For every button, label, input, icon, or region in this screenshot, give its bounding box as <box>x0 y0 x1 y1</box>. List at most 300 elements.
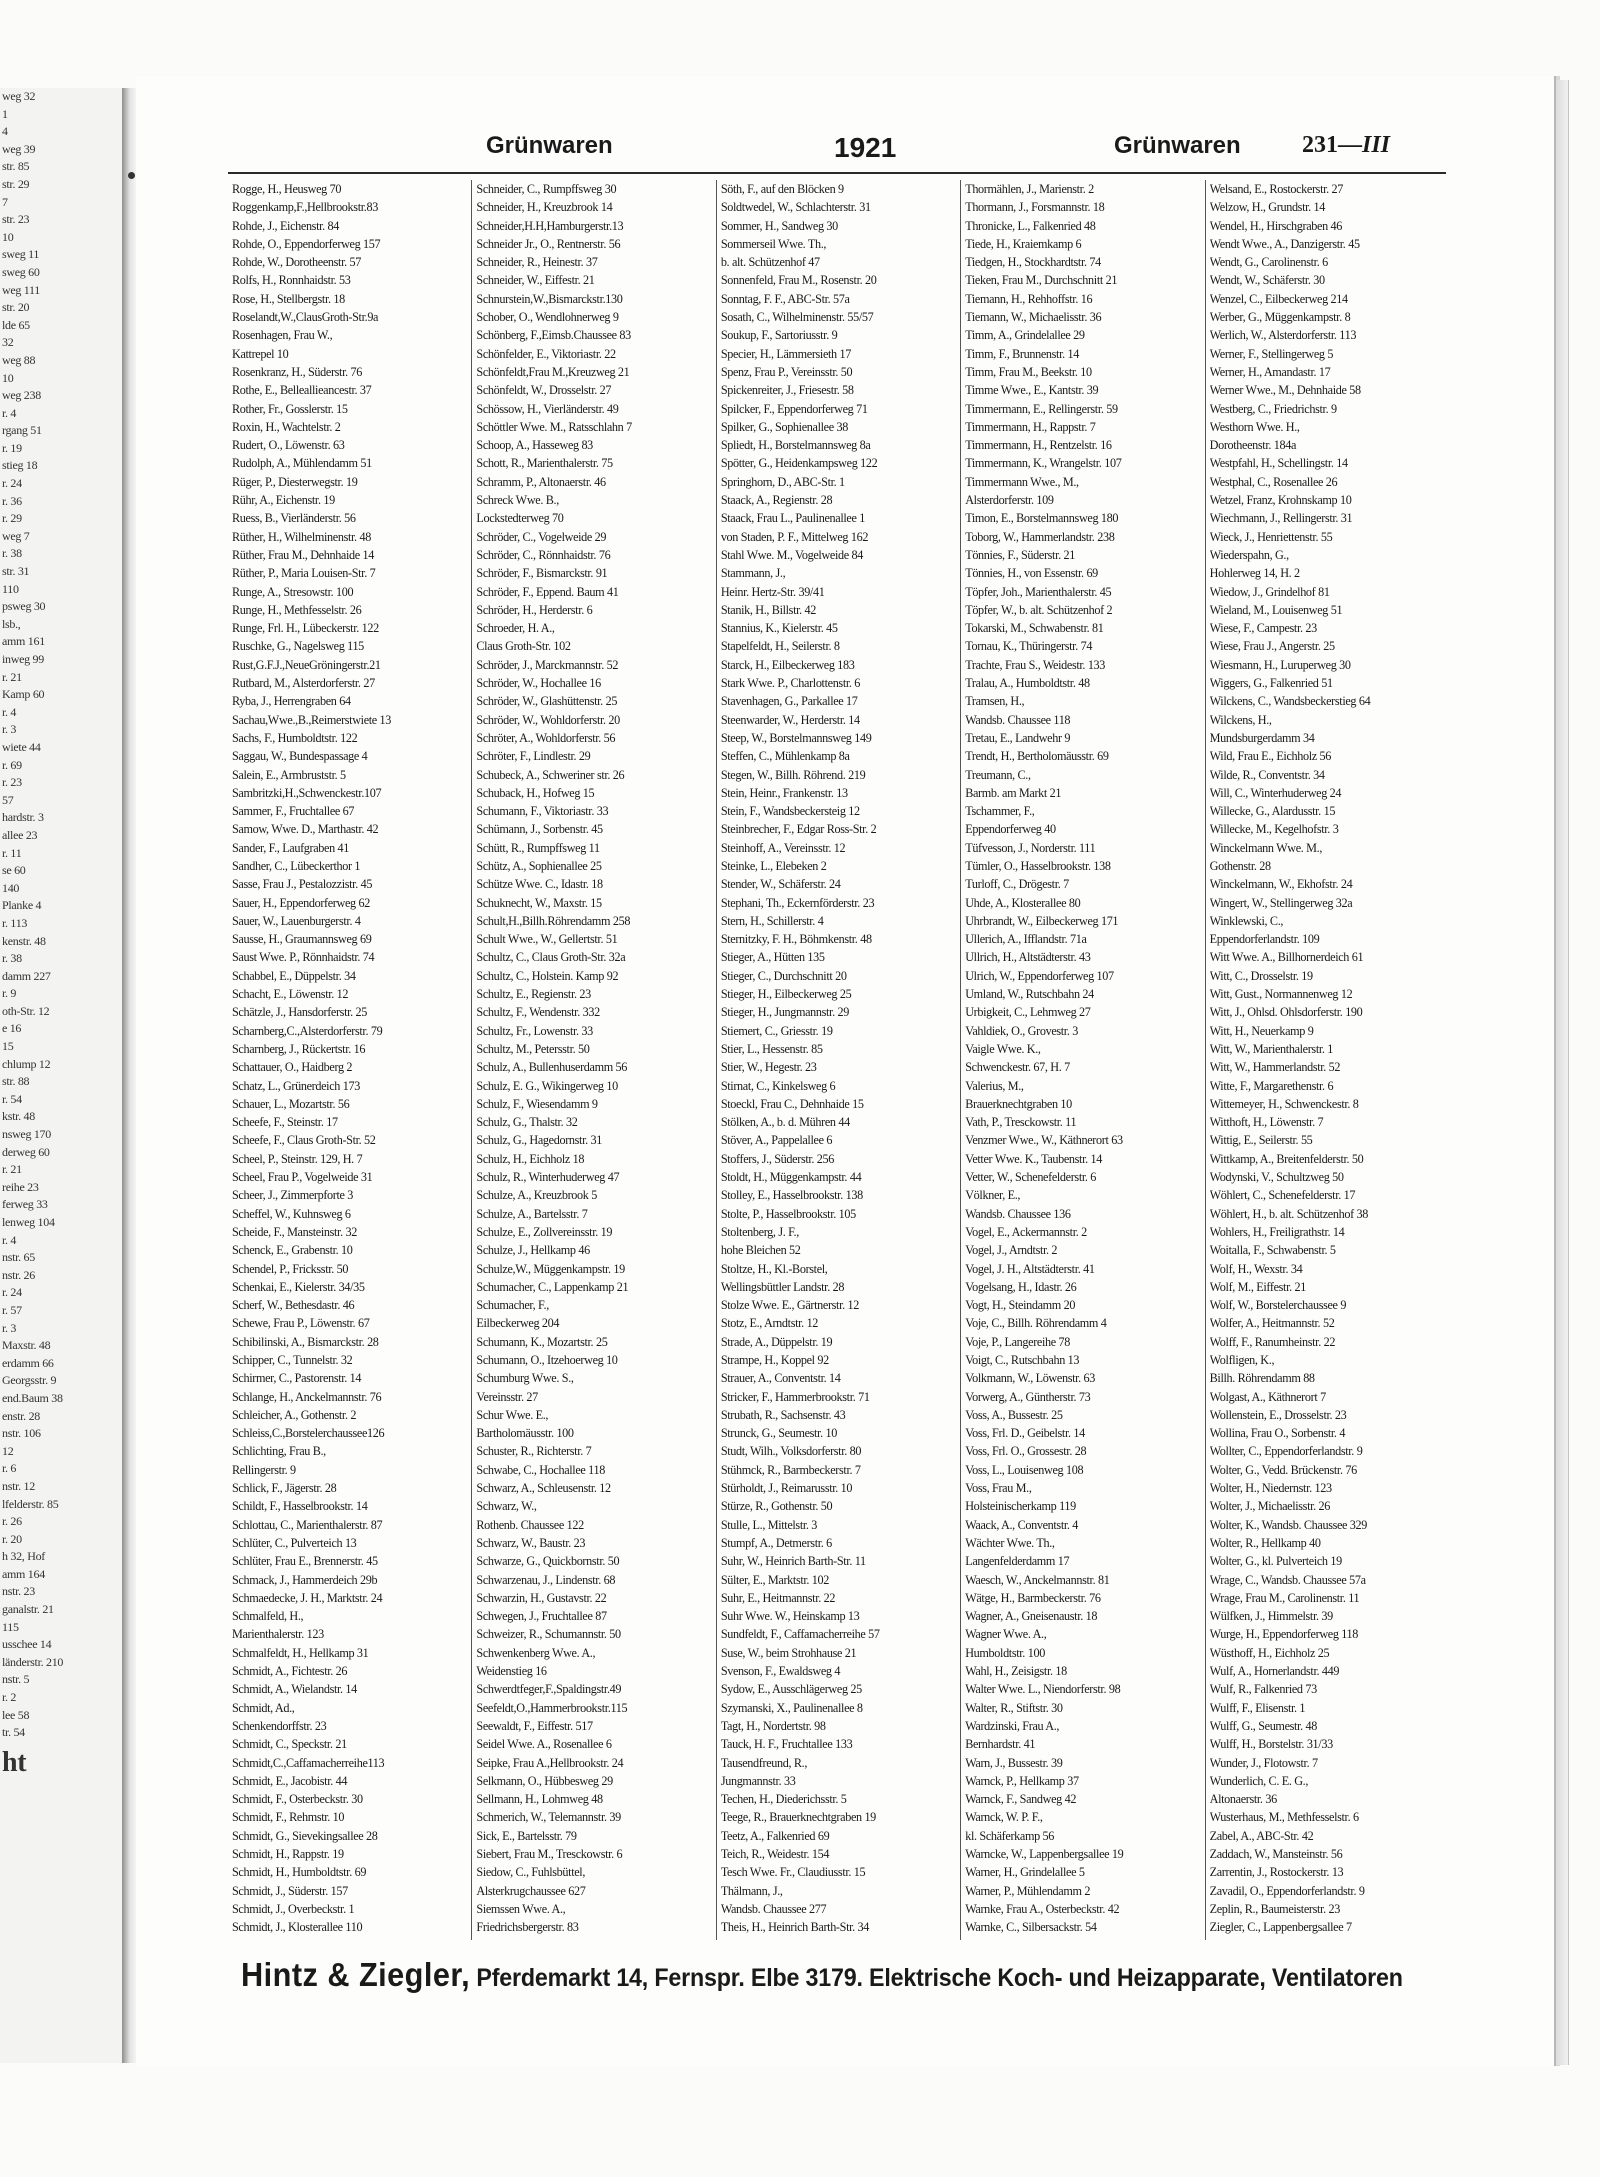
directory-entry: Scheffel, W., Kuhnsweg 6 <box>232 1206 351 1221</box>
previous-page-text-fragment: damm 227 <box>2 968 51 983</box>
previous-page-text-fragment: 57 <box>2 792 14 807</box>
directory-entry: Strauer, A., Conventstr. 14 <box>720 1371 841 1386</box>
directory-entry: Spilker, G., Sophienallee 38 <box>720 419 848 434</box>
previous-page-text-fragment: rgang 51 <box>2 423 42 438</box>
directory-entry: Uhrbrandt, W., Eilbeckerweg 171 <box>965 913 1119 928</box>
directory-entry: Timmermann, E., Rellingerstr. 59 <box>965 401 1118 416</box>
directory-entry: Wunder, J., Flotowstr. 7 <box>1209 1755 1318 1770</box>
directory-entry: Wild, Frau E., Eichholz 56 <box>1209 749 1332 764</box>
header-section-left: Grünwaren <box>486 132 613 159</box>
directory-entry: Rohde, W., Dorotheenstr. 57 <box>232 255 362 270</box>
directory-entry: Trendt, H., Bertholomäusstr. 69 <box>965 749 1109 764</box>
directory-entry: Strunck, G., Seumestr. 10 <box>720 1426 837 1441</box>
directory-entry: Wolter, J., Michaelisstr. 26 <box>1209 1499 1331 1514</box>
directory-entry: Wandsb. Chaussee 118 <box>965 712 1071 727</box>
directory-entry: Sander, F., Laufgraben 41 <box>232 840 350 855</box>
previous-page-fragment <box>0 88 124 2063</box>
directory-entry: Witt, Gust., Normannenweg 12 <box>1209 987 1353 1002</box>
previous-page-text-fragment: r. 113 <box>2 915 28 930</box>
directory-entry: Schauer, L., Mozartstr. 56 <box>232 1096 350 1111</box>
previous-page-text-fragment: psweg 30 <box>2 599 46 614</box>
directory-entry: Söth, F., auf den Blöcken 9 <box>720 182 844 196</box>
directory-entry: Waesch, W., Anckelmannstr. 81 <box>965 1572 1110 1587</box>
directory-entry: Schmidt, Ad., <box>232 1700 295 1715</box>
directory-entry: Wellingsbüttler Landstr. 28 <box>720 1279 845 1294</box>
previous-page-text-fragment: r. 19 <box>2 440 22 455</box>
directory-entry: Valerius, M., <box>965 1078 1024 1093</box>
previous-page-text-fragment: r. 4 <box>2 1232 17 1247</box>
directory-entry: Starck, H., Eilbeckerweg 183 <box>720 657 855 672</box>
directory-entry: Warnck, W. P. F., <box>965 1810 1043 1825</box>
directory-entry: Schultz, E., Regienstr. 23 <box>476 987 591 1002</box>
directory-entry: Stern, H., Schillerstr. 4 <box>720 913 824 928</box>
directory-entry: Schlick, F., Jägerstr. 28 <box>232 1481 337 1496</box>
directory-entry: Wieck, J., Henriettenstr. 55 <box>1209 529 1333 544</box>
directory-entry: Timon, E., Borstelmannsweg 180 <box>965 511 1119 526</box>
directory-entry: Wilde, R., Conventstr. 34 <box>1209 767 1325 782</box>
directory-entry: Sachs, F., Humboldtstr. 122 <box>232 730 358 745</box>
directory-entry: Schütt, R., Rumpffsweg 11 <box>476 840 600 855</box>
directory-entry: Tschammer, F., <box>965 804 1035 819</box>
previous-page-text-fragment: ht <box>2 1746 27 1778</box>
directory-entry: Schröder, F., Bismarckstr. 91 <box>476 566 608 581</box>
directory-entry: Sambritzki,H.,Schwenckestr.107 <box>232 785 382 800</box>
directory-entry: Schmalfeld, H., <box>232 1609 304 1624</box>
directory-entry: Schenkai, E., Kielerstr. 34/35 <box>232 1279 365 1294</box>
directory-entry: Stolley, E., Hasselbrookstr. 138 <box>720 1188 863 1203</box>
previous-page-text-fragment: reihe 23 <box>2 1179 39 1194</box>
directory-entry: Billh. Röhrendamm 88 <box>1209 1371 1315 1386</box>
directory-entry: Schröder, C., Vogelweide 29 <box>476 529 607 544</box>
previous-page-text-fragment: Maxstr. 48 <box>2 1338 51 1353</box>
directory-entry: Schmidt, E., Jacobistr. 44 <box>232 1773 348 1788</box>
directory-entry: kl. Schäferkamp 56 <box>965 1828 1055 1843</box>
directory-entry: Warner, H., Grindelallee 5 <box>965 1865 1085 1880</box>
directory-entry: Scherf, W., Bethesdastr. 46 <box>232 1298 355 1313</box>
directory-entry: Stein, F., Wandsbeckersteig 12 <box>720 804 860 819</box>
directory-entry: Stender, W., Schäferstr. 24 <box>720 877 841 892</box>
directory-entry: Suhr, W., Heinrich Barth-Str. 11 <box>720 1554 866 1569</box>
directory-entry: Schirmer, C., Pastorenstr. 14 <box>232 1371 362 1386</box>
previous-page-text-fragment: weg 39 <box>2 141 36 156</box>
directory-entry: Stein, Heinr., Frankenstr. 13 <box>720 785 848 800</box>
directory-entry: Schenck, E., Grabenstr. 10 <box>232 1243 353 1258</box>
directory-entry: Schildt, F., Hasselbrookstr. 14 <box>232 1499 368 1514</box>
directory-entry: Westberg, C., Friedrichstr. 9 <box>1209 401 1337 416</box>
directory-entry: Schleiss,C.,Borstelerchaussee126 <box>232 1426 385 1441</box>
directory-entry: Schöttler Wwe. M., Ratsschlahn 7 <box>476 419 632 434</box>
previous-page-text-fragment: weg 111 <box>2 282 41 297</box>
directory-entry: Schwarzin, H., Gustavstr. 22 <box>476 1590 607 1605</box>
directory-entry: Kattrepel 10 <box>232 346 289 361</box>
previous-page-text-fragment: weg 238 <box>2 388 41 403</box>
previous-page-text-fragment: wiete 44 <box>2 739 41 754</box>
directory-entry: Rüther, P., Maria Louisen-Str. 7 <box>232 566 376 581</box>
previous-page-text-fragment: 1 <box>2 106 8 121</box>
directory-entry: Schütze Wwe. C., Idastr. 18 <box>476 877 603 892</box>
page-edge <box>1556 80 1569 2065</box>
directory-entry: Tiemann, W., Michaelisstr. 36 <box>965 310 1102 325</box>
directory-entry: Schewe, Frau P., Löwenstr. 67 <box>232 1316 370 1331</box>
directory-entry: Tagt, H., Nordertstr. 98 <box>720 1718 826 1733</box>
directory-entry: Sundfeldt, F., Caffamacherreihe 57 <box>720 1627 880 1642</box>
directory-entry: Ullerich, A., Ifflandstr. 71a <box>965 932 1087 947</box>
directory-entry: Tauck, H. F., Fruchtallee 133 <box>720 1737 853 1752</box>
directory-entry: Schumburg Wwe. S., <box>476 1371 574 1386</box>
directory-entry: Rudolph, A., Mühlendamm 51 <box>232 456 372 471</box>
directory-entry: Schulze, E., Zollvereinsstr. 19 <box>476 1224 613 1239</box>
directory-entry: Walter, R., Stiftstr. 30 <box>965 1700 1063 1715</box>
directory-entry: Siemssen Wwe. A., <box>476 1901 566 1916</box>
directory-entry: Seidel Wwe. A., Rosenallee 6 <box>476 1737 612 1752</box>
previous-page-text-fragment: inweg 99 <box>2 652 44 666</box>
directory-entry: Teich, R., Weidestr. 154 <box>720 1847 830 1862</box>
previous-page-text-fragment: amm 161 <box>2 634 45 649</box>
directory-entry: Zaddach, W., Mansteinstr. 56 <box>1209 1847 1343 1862</box>
directory-entry: Wollenstein, E., Drosselstr. 23 <box>1209 1407 1347 1422</box>
directory-entry: Vogel, J. H., Altstädterstr. 41 <box>965 1261 1095 1276</box>
directory-entry: Werner, F., Stellingerweg 5 <box>1209 346 1334 361</box>
previous-page-text-fragment: weg 88 <box>2 352 36 367</box>
directory-entry: Siedow, C., Fuhlsbüttel, <box>476 1865 586 1880</box>
previous-page-text-fragment: r. 2 <box>2 1690 17 1705</box>
directory-entry: Stolze Wwe. E., Gärtnerstr. 12 <box>720 1298 860 1313</box>
directory-entry: Suhr Wwe. W., Heinskamp 13 <box>720 1609 860 1624</box>
previous-page-text-fragment: r. 3 <box>2 1320 17 1335</box>
previous-page-text-fragment: end.Baum 38 <box>2 1390 63 1405</box>
directory-entry: Stölken, A., b. d. Mühren 44 <box>720 1115 850 1130</box>
directory-entry: Schulz, R., Winterhuderweg 47 <box>476 1170 620 1185</box>
previous-page-text-fragment: r. 4 <box>2 704 17 719</box>
directory-entry: Wulf, A., Hornerlandstr. 449 <box>1209 1664 1340 1679</box>
directory-entry <box>965 1937 1202 1941</box>
directory-entry: Scheel, P., Steinstr. 129, H. 7 <box>232 1151 363 1166</box>
directory-entry: Schulze, A., Bartelsstr. 7 <box>476 1206 588 1221</box>
directory-entry: Eilbeckerweg 204 <box>476 1316 560 1331</box>
directory-entry: Stahl Wwe. M., Vogelweide 84 <box>720 547 864 562</box>
directory-entry: Stöver, A., Pappelallee 6 <box>720 1133 833 1148</box>
directory-entry: Studt, Wilh., Volksdorferstr. 80 <box>720 1444 862 1459</box>
directory-entry: Stolte, P., Hasselbrookstr. 105 <box>720 1206 856 1221</box>
directory-entry: Sellmann, H., Lohmweg 48 <box>476 1792 603 1807</box>
directory-entry: Voss, Frl. O., Grossestr. 28 <box>965 1444 1087 1459</box>
directory-entry: Schultz, M., Petersstr. 50 <box>476 1041 590 1056</box>
directory-entry: Westpfahl, H., Schellingstr. 14 <box>1209 456 1348 471</box>
directory-entry: Stumpf, A., Detmerstr. 6 <box>720 1535 832 1550</box>
directory-entry: Vaigle Wwe. K., <box>965 1041 1041 1056</box>
directory-entry: Scheefe, F., Claus Groth-Str. 52 <box>232 1133 376 1148</box>
directory-entry: Stegen, W., Billh. Röhrend. 219 <box>720 767 866 782</box>
directory-entry: Schönfeldt,Frau M.,Kreuzweg 21 <box>476 364 630 379</box>
header-page-roman: III <box>1362 132 1391 158</box>
directory-entry: Woitalla, F., Schwabenstr. 5 <box>1209 1243 1336 1258</box>
previous-page-text-fragment: str. 85 <box>2 159 30 174</box>
directory-entry: Wolter, H., Niedernstr. 123 <box>1209 1481 1332 1496</box>
directory-entry: Wulff, H., Borstelstr. 31/33 <box>1209 1737 1333 1752</box>
directory-entry: Warner, P., Mühlendamm 2 <box>965 1883 1091 1898</box>
directory-entry: Tiedgen, H., Stockhardtstr. 74 <box>965 255 1101 270</box>
directory-entry: Schatz, L., Grünerdeich 173 <box>232 1078 360 1093</box>
directory-entry: Schulz, A., Bullenhuserdamm 56 <box>476 1060 628 1075</box>
directory-entry: Sasse, Frau J., Pestalozzistr. 45 <box>232 877 373 892</box>
directory-entry: Teetz, A., Falkenried 69 <box>720 1828 830 1843</box>
directory-column <box>717 180 961 1940</box>
directory-entry: Schmidt, H., Humboldtstr. 69 <box>232 1865 367 1880</box>
directory-entry: Wollter, C., Eppendorferlandstr. 9 <box>1209 1444 1363 1459</box>
directory-entry: Sonnenfeld, Frau M., Rosenstr. 20 <box>720 273 877 288</box>
directory-entry: Zarrentin, J., Rostockerstr. 13 <box>1209 1865 1344 1880</box>
directory-entry: Teege, R., Brauerknechtgraben 19 <box>720 1810 876 1825</box>
directory-entry: Schulz, G., Thalstr. 32 <box>476 1115 578 1130</box>
directory-entry: Töpfer, Joh., Marienthalerstr. 45 <box>965 584 1112 599</box>
directory-entry: Werner Wwe., M., Dehnhaide 58 <box>1209 383 1361 398</box>
previous-page-text-fragment: weg 7 <box>2 528 30 543</box>
directory-entry: Wollina, Frau O., Sorbenstr. 4 <box>1209 1426 1346 1441</box>
directory-entry: Wolgast, A., Käthnerort 7 <box>1209 1389 1326 1404</box>
directory-entry: Selkmann, O., Hübbesweg 29 <box>476 1773 613 1788</box>
directory-entry: Schulz, H., Eichholz 18 <box>476 1151 585 1166</box>
directory-entry: Schenkendorffstr. 23 <box>232 1718 327 1733</box>
directory-entry: Sammer, F., Fruchtallee 67 <box>232 804 355 819</box>
directory-entry: Schneider Jr., O., Rentnerstr. 56 <box>476 236 621 251</box>
previous-page-text-fragment: 10 <box>2 229 14 244</box>
directory-entry: Schultz, F., Wendenstr. 332 <box>476 1005 600 1020</box>
directory-entry: Stirnat, C., Kinkelsweg 6 <box>720 1078 836 1093</box>
directory-entry: Schult Wwe., W., Gellertstr. 51 <box>476 932 618 947</box>
directory-entry: Schulze, J., Hellkamp 46 <box>476 1243 590 1258</box>
directory-entry: Alsterkrugchaussee 627 <box>476 1883 586 1898</box>
directory-entry: Stulle, L., Mittelstr. 3 <box>720 1517 818 1532</box>
directory-entry: Claus Groth-Str. 102 <box>476 639 571 654</box>
directory-entry: Spliedt, H., Borstelmannsweg 8a <box>720 438 871 453</box>
directory-entry: Warnke, C., Silbersackstr. 54 <box>965 1920 1097 1935</box>
directory-entry: Voss, Frl. D., Geibelstr. 14 <box>965 1426 1085 1441</box>
directory-entry: Schröder, W., Glashüttenstr. 25 <box>476 694 618 709</box>
directory-entry: Wöhlert, C., Schenefelderstr. 17 <box>1209 1188 1356 1203</box>
directory-entry: Rohde, J., Eichenstr. 84 <box>232 218 340 233</box>
directory-entry: Stannius, K., Kielerstr. 45 <box>720 621 838 636</box>
directory-entry: Marienthalerstr. 123 <box>232 1627 324 1642</box>
directory-entry: Wittkamp, A., Breitenfelderstr. 50 <box>1209 1151 1364 1166</box>
directory-entry: Bartholomäusstr. 100 <box>476 1426 574 1441</box>
directory-entry: Stier, L., Hessenstr. 85 <box>720 1041 823 1056</box>
directory-entry: Samow, Wwe. D., Marthastr. 42 <box>232 822 379 837</box>
directory-entry: Steep, W., Borstelmannsweg 149 <box>720 730 872 745</box>
directory-entry: von Staden, P. F., Mittelweg 162 <box>720 529 869 544</box>
advertisement-footer <box>241 1956 1403 2000</box>
header-page-range <box>1302 132 1390 159</box>
directory-entry: Willecke, G., Alardusstr. 15 <box>1209 804 1336 819</box>
directory-entry: Sauer, W., Lauenburgerstr. 4 <box>232 913 361 928</box>
previous-page-text-fragment: enstr. 28 <box>2 1408 40 1423</box>
directory-entry: Schacht, E., Löwenstr. 12 <box>232 987 349 1002</box>
directory-entry: Schwarz, W., <box>476 1499 537 1514</box>
previous-page-text-fragment: nstr. 65 <box>2 1250 35 1265</box>
directory-entry: Schmidt, J., Klosterallee 110 <box>232 1920 363 1935</box>
directory-entry: Seefeldt,O.,Hammerbrookstr.115 <box>476 1700 628 1715</box>
directory-entry: Schattauer, O., Haidberg 2 <box>232 1060 353 1075</box>
directory-entry: Schmidt, F., Osterbeckstr. 30 <box>232 1792 363 1807</box>
directory-entry: Schult,H.,Billh.Röhrendamm 258 <box>476 913 631 928</box>
advert-text: Pferdemarkt 14, Fernspr. Elbe 3179. Elektrische Koch- und Heizapparate, Ventilatoren <box>470 1964 1403 1992</box>
directory-entry: Timm, F., Brunnenstr. 14 <box>965 346 1079 361</box>
directory-entry: Scheer, J., Zimmerpforte 3 <box>232 1188 354 1203</box>
previous-page-text-fragment: str. 29 <box>2 176 30 191</box>
directory-entry <box>476 1937 713 1941</box>
directory-entry: Wrage, Frau M., Carolinenstr. 11 <box>1209 1590 1360 1605</box>
directory-entry: Wiechmann, J., Rellingerstr. 31 <box>1209 511 1353 526</box>
previous-page-text-fragment: sweg 11 <box>2 247 40 262</box>
directory-entry: Sonntag, F. F., ABC-Str. 57a <box>720 291 850 306</box>
directory-entry: Sosath, C., Wilhelminenstr. 55/57 <box>720 310 874 325</box>
directory-entry: Sommer, H., Sandweg 30 <box>720 218 838 233</box>
directory-entry: Thälmann, J., <box>720 1883 783 1898</box>
directory-entry: Steinhoff, A., Vereinsstr. 12 <box>720 840 846 855</box>
directory-entry: Wohlers, H., Freiligrathstr. 14 <box>1209 1224 1345 1239</box>
directory-entry: Steenwarder, W., Herderstr. 14 <box>720 712 860 727</box>
previous-page-text-fragment: r. 36 <box>2 493 22 508</box>
directory-entry: Will, C., Winterhuderweg 24 <box>1209 785 1342 800</box>
directory-entry: Timmermann Wwe., M., <box>965 474 1079 489</box>
directory-entry: Techen, H., Diederichsstr. 5 <box>720 1792 847 1807</box>
directory-entry: Schmidt,C.,Caffamacherreihe113 <box>232 1755 385 1770</box>
directory-entry: Brauerknechtgraben 10 <box>965 1096 1072 1111</box>
directory-entry: Witt, W., Marienthalerstr. 1 <box>1209 1041 1334 1056</box>
directory-entry: Stoldt, H., Müggenkampstr. 44 <box>720 1170 862 1185</box>
directory-entry: Rutbard, M., Alsterdorferstr. 27 <box>232 676 375 691</box>
directory-entry: Stieger, A., Hütten 135 <box>720 950 825 965</box>
directory-entry: Uhde, A., Klosterallee 80 <box>965 895 1081 910</box>
directory-entry: Scharnberg,C.,Alsterdorferstr. 79 <box>232 1023 383 1038</box>
directory-entry: Schlottau, C., Marienthalerstr. 87 <box>232 1517 383 1532</box>
directory-entry: Schössow, H., Vierländerstr. 49 <box>476 401 619 416</box>
previous-page-text-fragment: nstr. 12 <box>2 1478 35 1493</box>
directory-entry: Wolf, H., Wexstr. 34 <box>1209 1261 1303 1276</box>
directory-entry: Rothe, E., Belleallieancestr. 37 <box>232 383 372 398</box>
directory-entry: Ruess, B., Vierländerstr. 56 <box>232 511 356 526</box>
directory-entry: Soldtwedel, W., Schlachterstr. 31 <box>720 200 871 215</box>
directory-entry: Waack, A., Conventstr. 4 <box>965 1517 1079 1532</box>
previous-page-text-fragment: Kamp 60 <box>2 687 45 702</box>
directory-entry: Strampe, H., Koppel 92 <box>720 1353 829 1367</box>
directory-entry: Timm, A., Grindelallee 29 <box>965 328 1085 343</box>
directory-entry: Volkmann, W., Löwenstr. 63 <box>965 1371 1096 1386</box>
previous-page-text-fragment: r. 4 <box>2 405 17 420</box>
directory-entry: Staack, Frau L., Paulinenallee 1 <box>720 511 865 526</box>
directory-entry: Tümler, O., Hasselbrookstr. 138 <box>965 858 1111 873</box>
directory-entry: Winklewski, C., <box>1209 913 1284 928</box>
previous-page-text-fragment: lde 65 <box>2 317 30 332</box>
directory-entry: Schneider, H., Kreuzbrook 14 <box>476 200 613 215</box>
directory-entry: Schlüter, C., Pulverteich 13 <box>232 1535 357 1550</box>
previous-page-text-fragment: derweg 60 <box>2 1144 50 1159</box>
directory-entry: Schur Wwe. E., <box>476 1407 549 1422</box>
directory-entry: Wolter, K., Wandsb. Chaussee 329 <box>1209 1517 1368 1532</box>
directory-entry: Stühmck, R., Barmbeckerstr. 7 <box>720 1462 861 1477</box>
directory-entry: Wolf, W., Borstelerchaussee 9 <box>1209 1298 1347 1313</box>
directory-entry: Rühr, A., Eichenstr. 19 <box>232 493 335 508</box>
directory-entry: Weidenstieg 16 <box>476 1664 547 1679</box>
directory-entry: Warn, J., Bussestr. 39 <box>965 1755 1063 1770</box>
directory-entry: Stiemert, C., Griesstr. 19 <box>720 1023 833 1038</box>
directory-entry: Eppendorferlandstr. 109 <box>1209 932 1320 947</box>
directory-entry: Wolter, G., kl. Pulverteich 19 <box>1209 1554 1342 1569</box>
directory-entry: Schuback, H., Hofweg 15 <box>476 785 595 800</box>
directory-entry: Wilckens, H., <box>1209 712 1272 727</box>
directory-entry: Venzmer Wwe., W., Käthnerort 63 <box>965 1133 1123 1148</box>
directory-entry: Sandher, C., Lübeckerthor 1 <box>232 858 361 873</box>
directory-entry: Schroeder, H. A., <box>476 621 555 636</box>
directory-entry: Barmb. am Markt 21 <box>965 785 1062 800</box>
directory-entry: Wieland, M., Louisenweg 51 <box>1209 602 1343 617</box>
directory-entry: Rohde, O., Eppendorferweg 157 <box>232 236 381 251</box>
directory-entry: Wolfer, A., Heitmannstr. 52 <box>1209 1316 1335 1331</box>
directory-entry: Humboldtstr. 100 <box>965 1645 1045 1660</box>
directory-entry: Wolf, M., Eiffestr. 21 <box>1209 1279 1306 1294</box>
directory-entry: Stavenhagen, G., Parkallee 17 <box>720 694 858 709</box>
directory-entry: Rosenkranz, H., Süderstr. 76 <box>232 364 362 379</box>
directory-entry: b. alt. Schützenhof 47 <box>720 255 820 270</box>
directory-entry: Rogge, H., Heusweg 70 <box>232 182 342 196</box>
directory-entry: Schubeck, A., Schweriner str. 26 <box>476 767 625 782</box>
directory-entry: Thormann, J., Forsmannstr. 18 <box>965 200 1105 215</box>
directory-entry: Dorotheenstr. 184a <box>1209 438 1297 453</box>
directory-entry: Schröter, F., Lindlestr. 29 <box>476 749 591 764</box>
directory-entry: Schnurstein,W.,Bismarckstr.130 <box>476 291 623 306</box>
directory-entry: Tramsen, H., <box>965 694 1025 709</box>
directory-entry: Spenz, Frau P., Vereinsstr. 50 <box>720 364 853 379</box>
directory-entry: Warnck, F., Sandweg 42 <box>965 1792 1077 1807</box>
directory-column <box>472 180 716 1940</box>
book-gutter <box>122 88 136 2063</box>
directory-entry: Sauer, H., Eppendorferweg 62 <box>232 895 370 910</box>
directory-entry: Spötter, G., Heidenkampsweg 122 <box>720 456 878 471</box>
directory-entry: Stanik, H., Billstr. 42 <box>720 602 817 617</box>
directory-entry: Schümann, J., Sorbenstr. 45 <box>476 822 603 837</box>
directory-entry: Steinbrecher, F., Edgar Ross-Str. 2 <box>720 822 877 837</box>
directory-entry: Wingert, W., Stellingerweg 32a <box>1209 895 1353 910</box>
directory-entry: Sternitzky, F. H., Böhmkenstr. 48 <box>720 932 872 947</box>
directory-entry: Schibilinski, A., Bismarckstr. 28 <box>232 1334 379 1349</box>
previous-page-text-fragment: e 16 <box>2 1021 22 1036</box>
directory-entry: Winckelmann, W., Ekhofstr. 24 <box>1209 877 1353 892</box>
previous-page-text-fragment: nstr. 5 <box>2 1672 30 1687</box>
directory-entry: Strubath, R., Sachsenstr. 43 <box>720 1407 846 1422</box>
directory-entry: Sachau,Wwe.,B.,Reimerstwiete 13 <box>232 712 392 727</box>
directory-entry: Tausendfreund, R., <box>720 1755 808 1770</box>
previous-page-text-fragment: nstr. 106 <box>2 1426 41 1441</box>
previous-page-text-fragment: str. 23 <box>2 212 30 227</box>
directory-entry: Schwarze, G., Quickbornstr. 50 <box>476 1554 620 1569</box>
directory-entry: Schneider,H.H,Hamburgerstr.13 <box>476 218 624 233</box>
directory-entry: Stoltenberg, J. F., <box>720 1224 799 1239</box>
header-rule <box>228 172 1446 174</box>
directory-entry: Schmidt, J., Süderstr. 157 <box>232 1883 348 1898</box>
previous-page-text-fragment: 32 <box>2 335 14 350</box>
directory-entry: Tönnies, H., von Essenstr. 69 <box>965 566 1098 581</box>
directory-entry: Schönfeldt, W., Drosselstr. 27 <box>476 383 612 398</box>
directory-column <box>961 180 1205 1940</box>
directory-entry: Schumacher, C., Lappenkamp 21 <box>476 1279 629 1294</box>
directory-entry: Tiemann, H., Rehhoffstr. 16 <box>965 291 1093 306</box>
directory-entry: Szymanski, X., Paulinenallee 8 <box>720 1700 863 1715</box>
directory-entry: Ryba, J., Herrengraben 64 <box>232 694 351 709</box>
previous-page-text-fragment: r. 38 <box>2 951 22 966</box>
previous-page-text-fragment: lfelderstr. 85 <box>2 1496 59 1511</box>
directory-entry: Schwenkenberg Wwe. A., <box>476 1645 596 1660</box>
directory-entry: Stieger, C., Durchschnitt 20 <box>720 968 847 983</box>
directory-entry: Thronicke, L., Falkenried 48 <box>965 218 1096 233</box>
